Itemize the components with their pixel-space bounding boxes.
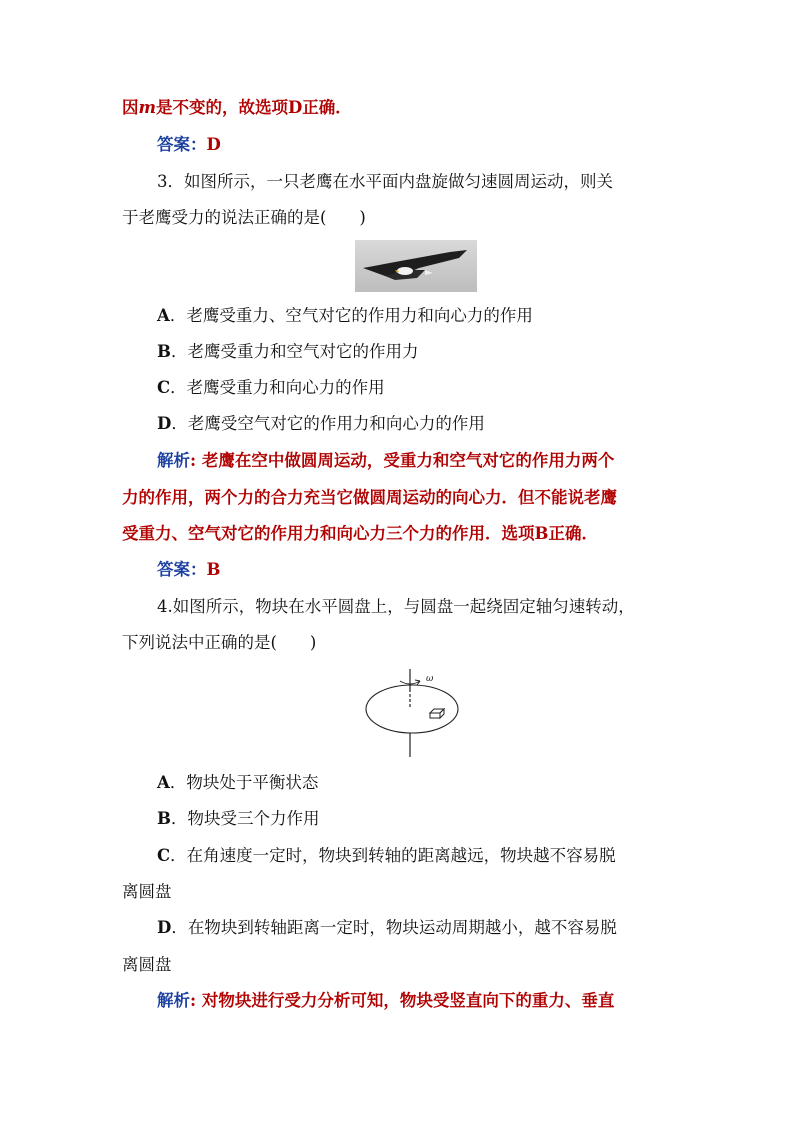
q3-analysis-line3: 受重力、空气对它的作用力和向心力三个力的作用．选项B正确． xyxy=(122,524,598,543)
q4-option-c: C．在角速度一定时，物块到转轴的距离越远，物块越不容易脱 xyxy=(157,846,616,865)
q3-analysis-line1: 解析: 老鹰在空中做圆周运动，受重力和空气对它的作用力两个 xyxy=(157,451,615,470)
q3-stem-line1: 3．如图所示，一只老鹰在水平面内盘旋做匀速圆周运动，则关 xyxy=(157,172,613,191)
q3-option-b: B．老鹰受重力和空气对它的作用力 xyxy=(157,342,419,361)
q4-option-d-cont: 离圆盘 xyxy=(122,955,172,974)
q4-option-a: A．物块处于平衡状态 xyxy=(157,773,319,792)
q3-option-c: C．老鹰受重力和向心力的作用 xyxy=(157,378,385,397)
q4-option-d: D．在物块到转轴距离一定时，物块运动周期越小，越不容易脱 xyxy=(157,918,617,937)
q3-option-d: D．老鹰受空气对它的作用力和向心力的作用 xyxy=(157,414,485,433)
omega-label: ω xyxy=(426,674,434,684)
eagle-photo-icon xyxy=(355,240,477,292)
q4-stem-line2: 下列说法中正确的是( ) xyxy=(122,633,317,652)
prev-analysis-line: 因m是不变的，故选项D正确． xyxy=(122,98,352,117)
rotating-disk-diagram-icon xyxy=(360,665,472,761)
q4-option-c-cont: 离圆盘 xyxy=(122,882,172,901)
q3-option-a: A．老鹰受重力、空气对它的作用力和向心力的作用 xyxy=(157,306,533,325)
q4-option-b: B．物块受三个力作用 xyxy=(157,809,320,828)
q4-analysis-line1: 解析: 对物块进行受力分析可知，物块受竖直向下的重力、垂直 xyxy=(157,991,615,1010)
q3-stem-line2: 于老鹰受力的说法正确的是( ) xyxy=(122,208,366,227)
prev-answer: 答案：D xyxy=(157,135,221,154)
q4-stem-line1: 4.如图所示，物块在水平圆盘上，与圆盘一起绕固定轴匀速转动， xyxy=(157,597,635,616)
q3-analysis-line2: 力的作用，两个力的合力充当它做圆周运动的向心力．但不能说老鹰 xyxy=(122,488,617,507)
q3-answer: 答案：B xyxy=(157,560,221,579)
